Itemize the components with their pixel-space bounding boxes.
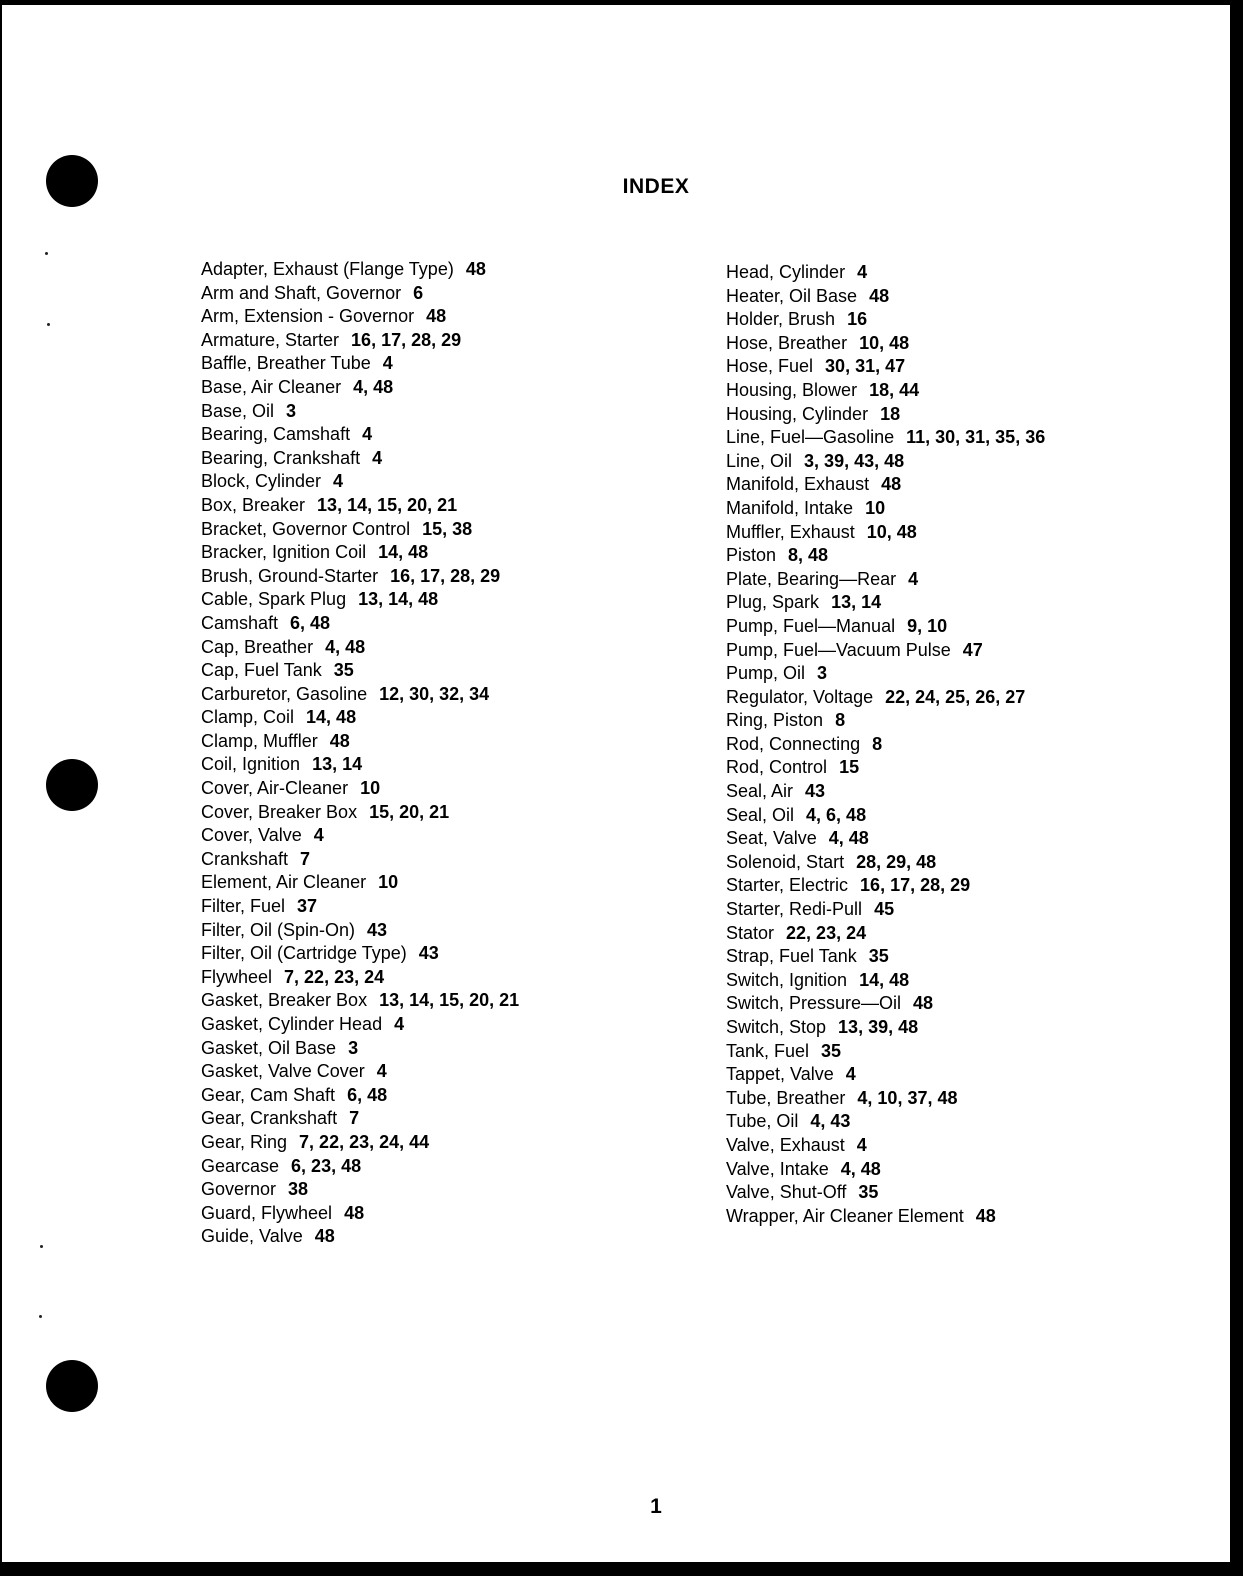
index-term: Box, Breaker [201, 494, 306, 515]
index-entry [201, 777, 519, 801]
index-entry [201, 824, 519, 848]
index-entry [726, 544, 1045, 568]
index-term: Holder, Brush [726, 309, 836, 330]
index-term: Gasket, Valve Cover [201, 1061, 365, 1082]
index-term: Gear, Crankshaft [201, 1108, 338, 1129]
index-term: Tank, Fuel [726, 1040, 810, 1061]
page-title: INDEX [622, 175, 690, 198]
index-page-refs: 4, 48 [325, 636, 366, 657]
index-entry [201, 942, 519, 966]
index-term: Adapter, Exhaust (Flange Type) [201, 259, 454, 279]
index-term: Hose, Breather [726, 332, 848, 353]
index-entry [201, 1013, 519, 1037]
index-page-refs: 4 [362, 424, 373, 445]
index-term: Head, Cylinder [726, 262, 846, 282]
index-term: Filter, Fuel [201, 896, 286, 917]
index-page-refs: 4, 48 [353, 376, 394, 397]
index-page-refs: 35 [858, 1182, 879, 1203]
index-entry [201, 871, 519, 895]
index-page-refs: 48 [869, 285, 890, 306]
index-page-refs: 35 [333, 660, 354, 681]
index-page-refs: 4 [376, 1061, 387, 1082]
index-entry [201, 848, 519, 872]
index-term: Seal, Oil [726, 804, 795, 825]
index-page-refs: 48 [344, 1202, 365, 1223]
index-term: Gasket, Cylinder Head [201, 1014, 383, 1034]
page-number: 1 [650, 1495, 662, 1518]
index-entry [726, 1087, 1045, 1111]
index-entry [201, 352, 519, 376]
index-term: Plate, Bearing—Rear [726, 568, 897, 589]
index-page-refs: 4 [908, 568, 919, 589]
index-term: Cover, Breaker Box [201, 801, 358, 822]
index-entry [726, 639, 1045, 663]
index-term: Armature, Starter [201, 329, 340, 350]
index-term: Clamp, Muffler [201, 730, 318, 751]
index-page-refs: 15 [839, 757, 860, 778]
index-page-refs: 14, 48 [378, 542, 429, 563]
index-page-refs: 4 [372, 447, 383, 468]
index-term: Cap, Fuel Tank [201, 660, 322, 681]
index-entry [726, 874, 1045, 898]
index-term: Filter, Oil (Spin-On) [201, 919, 356, 940]
index-term: Base, Air Cleaner [201, 376, 342, 397]
index-term: Solenoid, Start [726, 851, 845, 872]
index-page-refs: 4 [394, 1014, 405, 1034]
index-page-refs: 48 [329, 730, 350, 751]
index-term: Regulator, Voltage [726, 686, 874, 707]
index-page-refs: 13, 14, 15, 20, 21 [379, 990, 520, 1011]
index-page-refs: 22, 24, 25, 26, 27 [885, 686, 1026, 707]
index-page-refs: 15, 20, 21 [369, 801, 450, 822]
index-term: Ring, Piston [726, 710, 824, 731]
index-entry [201, 1084, 519, 1108]
index-term: Housing, Blower [726, 379, 858, 400]
scan-speck [45, 252, 48, 255]
index-entry [726, 568, 1045, 592]
index-page-refs: 7, 22, 23, 24, 44 [299, 1131, 430, 1152]
index-entry [726, 686, 1045, 710]
index-entry [201, 1202, 519, 1226]
index-term: Pump, Fuel—Vacuum Pulse [726, 639, 951, 660]
index-entry [726, 615, 1045, 639]
index-entry [726, 662, 1045, 686]
scan-speck [40, 1245, 43, 1248]
index-page-refs: 6 [413, 282, 424, 303]
index-entry [201, 329, 519, 353]
index-page-refs: 9, 10 [907, 615, 948, 636]
index-page-refs: 4 [857, 262, 868, 282]
index-term: Tappet, Valve [726, 1064, 834, 1085]
index-page-refs: 13, 14 [831, 592, 882, 613]
index-page-refs: 48 [881, 474, 902, 495]
index-entry [201, 494, 519, 518]
index-term: Valve, Intake [726, 1158, 829, 1179]
index-page-refs: 13, 14, 15, 20, 21 [317, 494, 458, 515]
index-term: Bracket, Governor Control [201, 518, 411, 539]
index-term: Guide, Valve [201, 1226, 303, 1247]
index-entry [201, 1060, 519, 1084]
punch-hole [46, 759, 98, 811]
index-term: Line, Fuel—Gasoline [726, 427, 895, 448]
index-page-refs: 18 [880, 403, 901, 424]
index-page-refs: 4, 48 [828, 828, 869, 849]
index-entry [726, 285, 1045, 309]
index-entry [726, 898, 1045, 922]
index-term: Carburetor, Gasoline [201, 683, 368, 704]
index-page-refs: 38 [288, 1179, 309, 1200]
index-term: Strap, Fuel Tank [726, 946, 857, 967]
index-term: Bracker, Ignition Coil [201, 542, 367, 563]
index-entry [726, 379, 1045, 403]
index-term: Gearcase [201, 1155, 280, 1176]
index-entry [726, 355, 1045, 379]
index-term: Pump, Oil [726, 663, 806, 684]
index-page-refs: 10 [360, 778, 381, 799]
index-entry [201, 588, 519, 612]
index-page-refs: 4, 43 [810, 1111, 851, 1132]
index-term: Guard, Flywheel [201, 1202, 333, 1223]
index-term: Heater, Oil Base [726, 285, 858, 306]
index-page-refs: 16 [847, 309, 868, 330]
index-entry [201, 1155, 519, 1179]
index-term: Governor [201, 1179, 277, 1200]
index-entry [201, 706, 519, 730]
index-term: Starter, Redi-Pull [726, 899, 863, 920]
index-term: Housing, Cylinder [726, 403, 869, 424]
index-term: Gear, Cam Shaft [201, 1084, 336, 1105]
index-term: Hose, Fuel [726, 356, 814, 377]
index-entry [726, 1063, 1045, 1087]
index-entry [201, 1178, 519, 1202]
index-column-right [726, 261, 1045, 1228]
index-entry [726, 969, 1045, 993]
index-term: Baffle, Breather Tube [201, 353, 371, 374]
index-entry [726, 945, 1045, 969]
index-entry [201, 753, 519, 777]
index-page-refs: 45 [874, 899, 895, 920]
index-entry [726, 1158, 1045, 1182]
index-entry [726, 1110, 1045, 1134]
index-entry [726, 426, 1045, 450]
index-entry [726, 733, 1045, 757]
index-page-refs: 13, 14 [312, 754, 363, 775]
index-term: Cover, Air-Cleaner [201, 778, 349, 799]
index-page-refs: 6, 23, 48 [291, 1155, 362, 1176]
index-term: Cable, Spark Plug [201, 589, 347, 610]
index-term: Manifold, Intake [726, 497, 854, 518]
index-term: Cover, Valve [201, 825, 302, 846]
index-page-refs: 43 [418, 943, 439, 964]
index-entry [201, 423, 519, 447]
index-term: Tube, Oil [726, 1111, 799, 1132]
index-term: Flywheel [201, 966, 273, 987]
index-entry [201, 1107, 519, 1131]
index-page-refs: 48 [913, 993, 934, 1014]
index-page-refs: 3 [286, 400, 297, 421]
index-page-refs: 4 [382, 353, 393, 374]
index-page-refs: 43 [367, 919, 388, 940]
index-entry [201, 541, 519, 565]
index-entry [201, 683, 519, 707]
index-entry [726, 473, 1045, 497]
index-entry [201, 258, 519, 282]
index-page-refs: 4, 6, 48 [806, 804, 867, 825]
index-page-refs: 10, 48 [859, 332, 910, 353]
index-page-refs: 6, 48 [290, 612, 331, 633]
index-page-refs: 15, 38 [422, 518, 473, 539]
punch-hole [46, 1360, 98, 1412]
index-term: Base, Oil [201, 400, 275, 421]
index-entry [201, 518, 519, 542]
index-page-refs: 3, 39, 43, 48 [804, 450, 905, 471]
index-term: Starter, Electric [726, 875, 849, 896]
index-page-refs: 14, 48 [306, 707, 357, 728]
index-term: Bearing, Camshaft [201, 424, 351, 445]
index-entry [201, 400, 519, 424]
index-term: Seal, Air [726, 781, 794, 802]
index-entry [726, 992, 1045, 1016]
index-page-refs: 4 [856, 1134, 867, 1155]
index-page-refs: 10 [378, 872, 399, 893]
index-term: Tube, Breather [726, 1087, 846, 1108]
index-entry [201, 376, 519, 400]
index-term: Crankshaft [201, 848, 289, 869]
index-entry [201, 659, 519, 683]
index-page-refs: 4 [333, 471, 344, 492]
index-term: Wrapper, Air Cleaner Element [726, 1205, 964, 1226]
index-term: Filter, Oil (Cartridge Type) [201, 943, 407, 964]
index-entry [726, 332, 1045, 356]
index-term: Muffler, Exhaust [726, 521, 855, 542]
index-page-refs: 4, 10, 37, 48 [857, 1087, 958, 1108]
index-term: Gear, Ring [201, 1131, 288, 1152]
index-page-refs: 35 [868, 946, 889, 967]
index-entry [726, 922, 1045, 946]
index-term: Gasket, Breaker Box [201, 990, 368, 1011]
index-term: Stator [726, 922, 775, 943]
index-entry [726, 1040, 1045, 1064]
index-page-refs: 11, 30, 31, 35, 36 [906, 427, 1046, 448]
index-term: Valve, Exhaust [726, 1134, 845, 1155]
index-term: Arm, Extension - Governor [201, 306, 415, 327]
index-term: Bearing, Crankshaft [201, 447, 361, 468]
index-page-refs: 10 [865, 497, 886, 518]
index-entry [726, 403, 1045, 427]
index-entry [201, 565, 519, 589]
index-entry [201, 801, 519, 825]
scan-speck [39, 1315, 42, 1318]
index-page-refs: 7 [349, 1108, 360, 1129]
index-page-refs: 28, 29, 48 [856, 851, 937, 872]
index-page-refs: 30, 31, 47 [825, 356, 906, 377]
index-page-refs: 35 [821, 1040, 842, 1061]
index-entry [201, 989, 519, 1013]
index-term: Valve, Shut-Off [726, 1182, 847, 1203]
index-term: Gasket, Oil Base [201, 1037, 337, 1058]
document-page [2, 5, 1230, 1562]
index-entry [726, 450, 1045, 474]
index-entry [201, 1131, 519, 1155]
index-page-refs: 3 [348, 1037, 359, 1058]
index-page-refs: 8 [835, 710, 846, 731]
index-page-refs: 37 [297, 896, 318, 917]
index-term: Piston [726, 545, 777, 566]
index-page-refs: 48 [975, 1205, 996, 1226]
index-entry [201, 730, 519, 754]
index-entry [201, 612, 519, 636]
index-page-refs: 48 [314, 1226, 335, 1247]
index-term: Switch, Pressure—Oil [726, 993, 902, 1014]
index-page-refs: 13, 14, 48 [358, 589, 439, 610]
index-entry [726, 756, 1045, 780]
index-page-refs: 47 [962, 639, 983, 660]
index-entry [726, 1181, 1045, 1205]
index-entry [201, 1225, 519, 1249]
index-page-refs: 4, 48 [840, 1158, 881, 1179]
index-page-refs: 10, 48 [866, 521, 917, 542]
index-page-refs: 16, 17, 28, 29 [860, 875, 971, 896]
index-page-refs: 6, 48 [347, 1084, 388, 1105]
index-page-refs: 4 [313, 825, 324, 846]
index-term: Arm and Shaft, Governor [201, 282, 402, 303]
index-page-refs: 12, 30, 32, 34 [379, 683, 490, 704]
index-term: Switch, Ignition [726, 969, 848, 990]
index-term: Pump, Fuel—Manual [726, 615, 896, 636]
index-term: Manifold, Exhaust [726, 474, 870, 495]
index-entry [201, 895, 519, 919]
index-entry [726, 1016, 1045, 1040]
index-term: Plug, Spark [726, 592, 820, 613]
index-entry [726, 851, 1045, 875]
index-term: Coil, Ignition [201, 754, 301, 775]
index-page-refs: 13, 39, 48 [838, 1017, 919, 1037]
index-page-refs: 7 [300, 848, 311, 869]
index-entry [201, 636, 519, 660]
index-term: Camshaft [201, 612, 279, 633]
index-entry [201, 447, 519, 471]
index-page-refs: 4 [845, 1064, 856, 1085]
index-entry [726, 591, 1045, 615]
index-entry [726, 1205, 1045, 1229]
index-page-refs: 3 [817, 663, 828, 684]
index-term: Clamp, Coil [201, 707, 295, 728]
index-entry [201, 1037, 519, 1061]
index-term: Line, Oil [726, 450, 793, 471]
index-entry [726, 1134, 1045, 1158]
index-entry [201, 470, 519, 494]
index-term: Rod, Control [726, 757, 828, 778]
index-page-refs: 43 [805, 781, 826, 802]
scan-speck [47, 323, 50, 326]
index-entry [726, 308, 1045, 332]
index-page-refs: 22, 23, 24 [786, 922, 867, 943]
index-page-refs: 7, 22, 23, 24 [284, 966, 385, 987]
index-page-refs: 16, 17, 28, 29 [390, 565, 501, 586]
index-term: Seat, Valve [726, 828, 817, 849]
index-page-refs: 18, 44 [869, 379, 920, 400]
index-entry [201, 305, 519, 329]
index-page-refs: 48 [426, 306, 447, 327]
index-page-refs: 48 [465, 259, 486, 279]
index-page-refs: 14, 48 [859, 969, 910, 990]
index-entry [726, 497, 1045, 521]
index-entry [726, 709, 1045, 733]
index-entry [201, 919, 519, 943]
index-entry [201, 966, 519, 990]
index-term: Cap, Breather [201, 636, 314, 657]
index-term: Rod, Connecting [726, 733, 861, 754]
index-page-refs: 8, 48 [788, 545, 829, 566]
index-term: Brush, Ground-Starter [201, 565, 379, 586]
index-term: Block, Cylinder [201, 471, 322, 492]
index-term: Element, Air Cleaner [201, 872, 367, 893]
index-entry [726, 261, 1045, 285]
index-term: Switch, Stop [726, 1017, 827, 1037]
index-entry [726, 804, 1045, 828]
index-entry [726, 780, 1045, 804]
index-page-refs: 8 [872, 733, 883, 754]
index-page-refs: 16, 17, 28, 29 [351, 329, 462, 350]
index-entry [201, 282, 519, 306]
index-entry [726, 521, 1045, 545]
index-column-left [201, 258, 519, 1249]
index-entry [726, 827, 1045, 851]
